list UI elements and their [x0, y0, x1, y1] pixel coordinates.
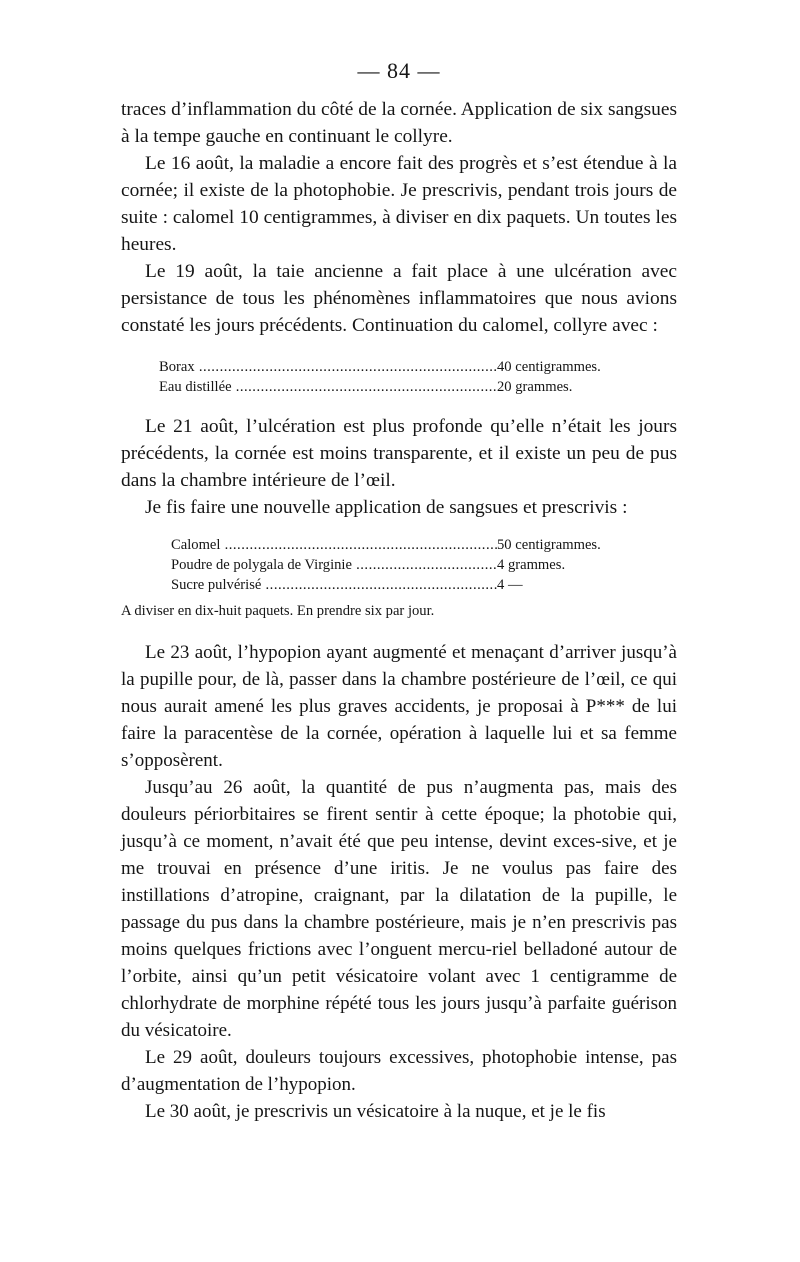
text-block-bottom — [121, 639, 677, 1125]
ingredient-quantity: 20 grammes. — [497, 379, 573, 395]
ingredient-quantity: 4 — — [497, 577, 523, 593]
ingredient-name: Poudre de polygala de Virginie ..... — [171, 555, 497, 575]
ingredient-name: Sucre pulvérisé ..... — [171, 575, 497, 595]
paragraph: Le 21 août, l’ulcération est plus profonde qu’elle n’était les jours précédents, la cornée est moins transparente, et il existe un peu de pus dans la chambre intérieure de l’œil. — [121, 416, 677, 491]
ingredient-name: Eau distillée ..... — [159, 377, 497, 397]
paragraph: Le 30 août, je prescrivis un vésicatoire à la nuque, et je le fis — [145, 1101, 606, 1122]
page-number: — 84 — — [357, 58, 441, 83]
page — [121, 58, 677, 1125]
ingredient-quantity: 40 centigrammes. — [497, 359, 601, 375]
paragraph: Le 16 août, la maladie a encore fait des progrès et s’est étendue à la cornée; il existe de la photophobie. Je prescrivis, pendant trois jours de suite : calomel 10 centigrammes, à diviser en dix paquets. Un toutes les heures. — [121, 153, 677, 255]
paragraph: Je fis faire une nouvelle application de sangsues et prescrivis : — [145, 497, 628, 518]
prescription-row — [159, 377, 677, 397]
ingredient-name: Calomel ..... — [171, 535, 497, 555]
prescription-row — [171, 555, 677, 575]
paragraph: traces d’inflammation du côté de la cornée. Application de six sangsues à la tempe gauche en continuant le collyre. — [121, 99, 677, 147]
text-block-top — [121, 96, 677, 339]
text-block-mid — [121, 413, 677, 521]
paragraph: Le 19 août, la taie ancienne a fait place à une ulcération avec persistance de tous les phénomènes inflammatoires que nous avions constaté les jours précédents. Continuation du calomel, collyre avec : — [121, 261, 677, 336]
prescription-row — [171, 575, 677, 595]
prescription-row — [159, 357, 677, 377]
prescription-calomel — [171, 535, 677, 595]
ingredient-quantity: 50 centigrammes. — [497, 537, 601, 553]
prescription-note: A diviser en dix-huit paquets. En prendre six par jour. — [121, 603, 435, 619]
paragraph: Jusqu’au 26 août, la quantité de pus n’augmenta pas, mais des douleurs périorbitaires se firent sentir à cette époque; la photobie qui, jusqu’à ce moment, n’avait été que peu intense, devint exces-sive, et je me trouvai en présence d’une iritis. Je ne voulus pas faire des instillations d’atropine, craignant, par la dilatation de la pupille, le passage du pus dans la chambre postérieure, mais je n’en prescrivis pas moins quelques frictions avec l’onguent mercu-riel belladoné autour de l’orbite, ainsi qu’un petit vésicatoire volant avec 1 centigramme de chlorhydrate de morphine répété tous les jours jusqu’à parfaite guérison du vésicatoire. — [121, 777, 677, 1041]
prescription-collyre — [159, 357, 677, 397]
paragraph: Le 29 août, douleurs toujours excessives, photophobie intense, pas d’augmentation de l’hypopion. — [121, 1047, 677, 1095]
prescription-row — [171, 535, 677, 555]
ingredient-name: Borax ..... — [159, 357, 497, 377]
paragraph: Le 23 août, l’hypopion ayant augmenté et menaçant d’arriver jusqu’à la pupille pour, de là, passer dans la chambre postérieure de l’œil, ce qui nous aurait amené les plus graves accidents, je proposai à P*** de lui faire la paracentèse de la cornée, opération à laquelle lui et sa femme s’opposèrent. — [121, 642, 677, 771]
ingredient-quantity: 4 grammes. — [497, 557, 566, 573]
